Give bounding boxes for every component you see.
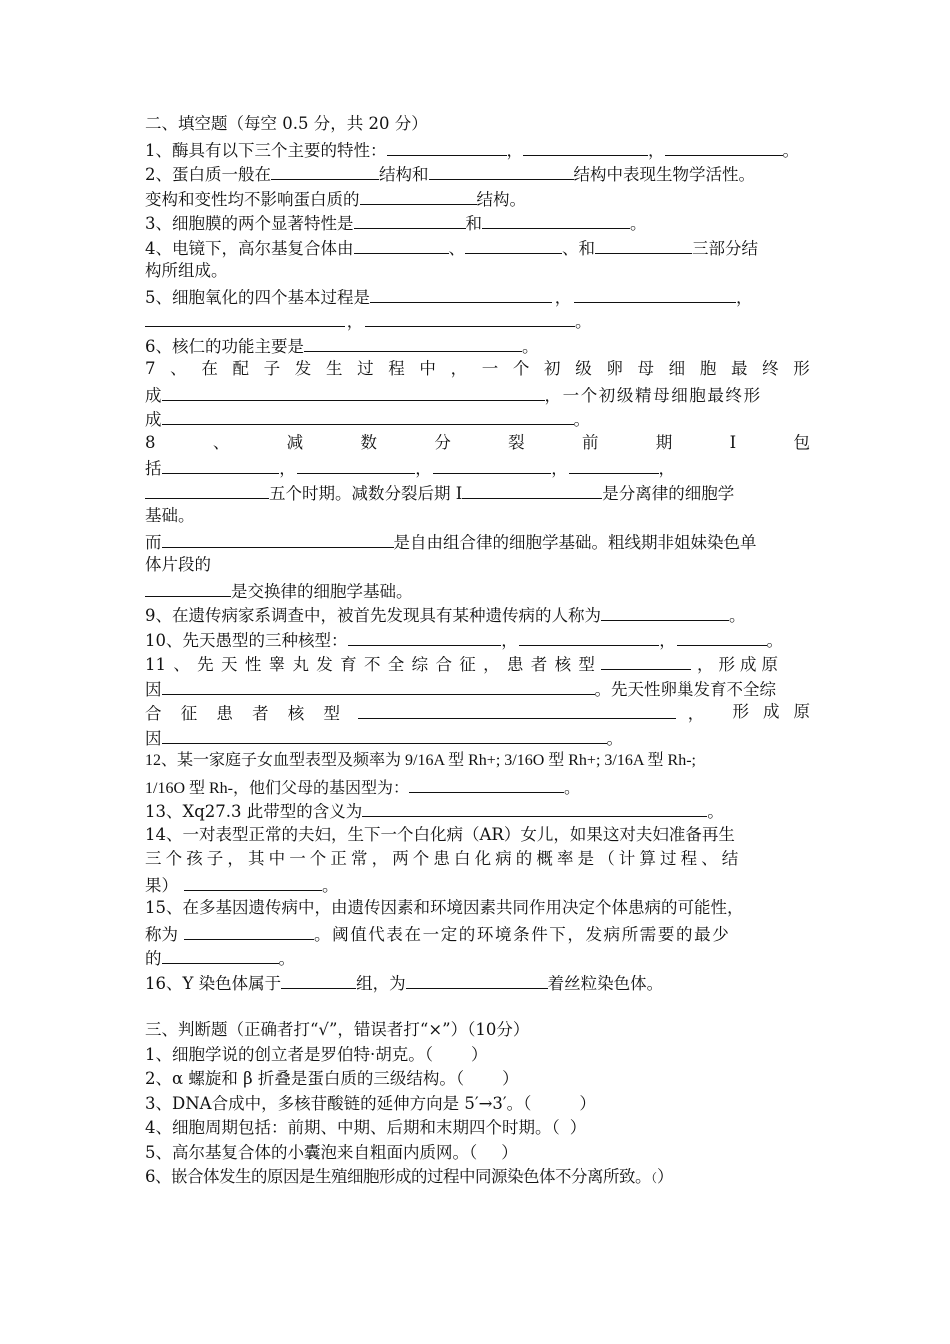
answer-blank[interactable] [601, 651, 691, 670]
answer-blank[interactable] [677, 627, 767, 646]
answer-blank[interactable] [162, 945, 279, 964]
answer-blank[interactable] [304, 333, 522, 352]
answer-blank[interactable] [184, 921, 314, 940]
answer-blank[interactable] [348, 627, 501, 646]
question-15: 15、在多基因遗传病中，由遗传因素和环境因素共同作用决定个体患病的可能性， [145, 898, 744, 917]
answer-blank[interactable] [162, 676, 595, 695]
answer-blank[interactable] [569, 455, 659, 474]
answer-blank[interactable] [358, 700, 676, 719]
answer-blank[interactable] [523, 137, 648, 156]
answer-blank[interactable] [601, 602, 729, 621]
judge-item-4: 4、细胞周期包括：前期、中期、后期和末期四个时期。（ ） [145, 1118, 587, 1137]
judge-heading: 三、判断题（正确者打“√”，错误者打“×”）（10分） [145, 1020, 530, 1039]
answer-blank[interactable] [360, 186, 477, 205]
question-16: 16、Y 染色体属于 组，为 着丝粒染色体。 [145, 970, 810, 995]
answer-blank[interactable] [162, 406, 574, 425]
answer-blank[interactable] [145, 480, 269, 499]
answer-blank[interactable] [281, 970, 356, 989]
question-1: 1、酶具有以下三个主要的特性： ， ， 。 [145, 137, 810, 162]
answer-blank[interactable] [574, 284, 736, 303]
answer-blank[interactable] [162, 382, 545, 401]
answer-blank[interactable] [145, 578, 231, 597]
question-14: 14、一对表型正常的夫妇，生下一个白化病（AR）女儿，如果这对夫妇准备再生 [145, 824, 735, 844]
answer-blank[interactable] [297, 455, 415, 474]
judge-item-3: 3、DNA合成中，多核苷酸链的延伸方向是 5′→3′。（ ） [145, 1093, 596, 1113]
question-10: 10、先天愚型的三种核型： ， ， 。 [145, 627, 810, 652]
answer-blank[interactable] [162, 725, 607, 744]
question-5: 5、细胞氧化的四个基本过程是 ， ， [145, 284, 810, 309]
judge-item-2: 2、α 螺旋和 β 折叠是蛋白质的三级结构。（ ） [145, 1069, 519, 1088]
exam-page: 二、填空题（每空 0.5 分，共 20 分） 1、酶具有以下三个主要的特性： ， ， 。 2、蛋白质一般在 结构和 结构中表现生物学活性。 变构和变性均不影响蛋白质的 结构。 3、细胞膜的两个显著特性是 和 。 4、电镜下，高尔基复合体由 、 、和 三部分结 构所组成。 5、细胞氧化的四个基本过程是 ， ， ， 。 6、核仁的功能主要是 。 7 、 在 配 子 发 生 过 程 中 ， 一 个 初 级 卵 母 细 胞 最 终 形 成 ，一个初级精母细胞最终形 成 。 8 、 减 数 分 裂 前 期 I 包 括 ， ， ， ， 五个时期。减数分裂后期 I 是分离律的细胞学 基础。 而 是自由组合律的细胞学基础。粗线期非姐妹染色单 体片段的 是交换律的细胞学基础。 9、在遗传病家系调查中，被首先发现具有某种遗传病的人称为 。 10、先天愚型的三种核型： ， ， 。 11 、 先 天 性 睾 丸 发 育 不 全 综 合 征 ， 患 者 核 型 ，形成原 因 。先天性卵巢发育不全综 合 征 患 者 核 型 ， 形成原 因 。 12、某一家庭子女血型表型及频率为 9/16A 型 Rh+; 3/16O 型 Rh+; 3/16A 型 Rh-; 1/16O 型 Rh-，他们父母的基因型为： 。 13、Xq27.3 此带型的含义为 。 14、一对表型正常的夫妇，生下一个白化病（AR）女儿，如果这对夫妇准备再生 三个孩子，其中一个正常，两个患白化病的概率是（计算过程、结 果） 。 15、在多基因遗传病中，由遗传因素和环境因素共同作用决定个体患病的可能性， 称为 。阈值代表在一定的环境条件下，发病所需要的最少 的 。 16、Y 染色体属于 组，为 着丝粒染色体。 三、判断题（正确者打“√”，错误者打“×”）（10分） 1、细胞学说的创立者是罗伯特·胡克。（ ） 2、α 螺旋和 β 折叠是蛋白质的三级结构。（ ） 3、DNA合成中，多核苷酸链的延伸方向是 5′→3′。（ ） 4、细胞周期包括：前期、中期、后期和末期四个时期。（ ） 5、高尔基复合体的小囊泡来自粗面内质网。（ ） 6、嵌合体发生的原因是生殖细胞形成的过程中同源染色体不分离所致。（） [145, 112, 810, 1190]
answer-blank[interactable] [406, 970, 548, 989]
answer-blank[interactable] [184, 872, 322, 891]
answer-blank[interactable] [482, 210, 630, 229]
answer-blank[interactable] [365, 308, 575, 327]
answer-blank[interactable] [462, 480, 602, 499]
answer-blank[interactable] [145, 308, 345, 327]
answer-blank[interactable] [271, 161, 379, 180]
answer-blank[interactable] [433, 455, 551, 474]
answer-blank[interactable] [465, 235, 562, 254]
question-9: 9、在遗传病家系调查中，被首先发现具有某种遗传病的人称为 。 [145, 602, 810, 627]
question-11: 11 、 先 天 性 睾 丸 发 育 不 全 综 合 征 ， 患 者 核 型 ，形成原 [145, 651, 810, 676]
judge-item-5: 5、高尔基复合体的小囊泡来自粗面内质网。（ ） [145, 1142, 518, 1162]
judge-item-1: 1、细胞学说的创立者是罗伯特·胡克。（ ） [145, 1044, 488, 1064]
answer-blank[interactable] [370, 284, 552, 303]
answer-blank[interactable] [354, 235, 449, 254]
answer-blank[interactable] [409, 774, 564, 793]
answer-blank[interactable] [519, 627, 659, 646]
fill-heading: 二、填空题（每空 0.5 分，共 20 分） [145, 114, 428, 133]
question-7: 7 、 在 配 子 发 生 过 程 中 ， 一 个 初 级 卵 母 细 胞 最 终 形 [145, 359, 810, 378]
question-6: 6、核仁的功能主要是 。 [145, 333, 810, 358]
answer-blank[interactable] [387, 137, 507, 156]
question-13: 13、Xq27.3 此带型的含义为 。 [145, 798, 810, 823]
answer-blank[interactable] [595, 235, 692, 254]
question-4: 4、电镜下，高尔基复合体由 、 、和 三部分结 [145, 235, 810, 260]
question-8: 8 、 减 数 分 裂 前 期 I 包 [145, 432, 810, 452]
answer-blank[interactable] [162, 455, 279, 474]
answer-blank[interactable] [665, 137, 783, 156]
question-2: 2、蛋白质一般在 结构和 结构中表现生物学活性。 [145, 161, 810, 186]
answer-blank[interactable] [162, 529, 394, 548]
judge-item-6: 6、嵌合体发生的原因是生殖细胞形成的过程中同源染色体不分离所致。（） [145, 1167, 674, 1186]
question-12: 12、某一家庭子女血型表型及频率为 9/16A 型 Rh+; 3/16O 型 Rh+; 3/16A 型 Rh-; [145, 752, 696, 769]
answer-blank[interactable] [362, 798, 707, 817]
question-3: 3、细胞膜的两个显著特性是 和 。 [145, 210, 810, 235]
answer-blank[interactable] [429, 161, 574, 180]
answer-blank[interactable] [354, 210, 466, 229]
